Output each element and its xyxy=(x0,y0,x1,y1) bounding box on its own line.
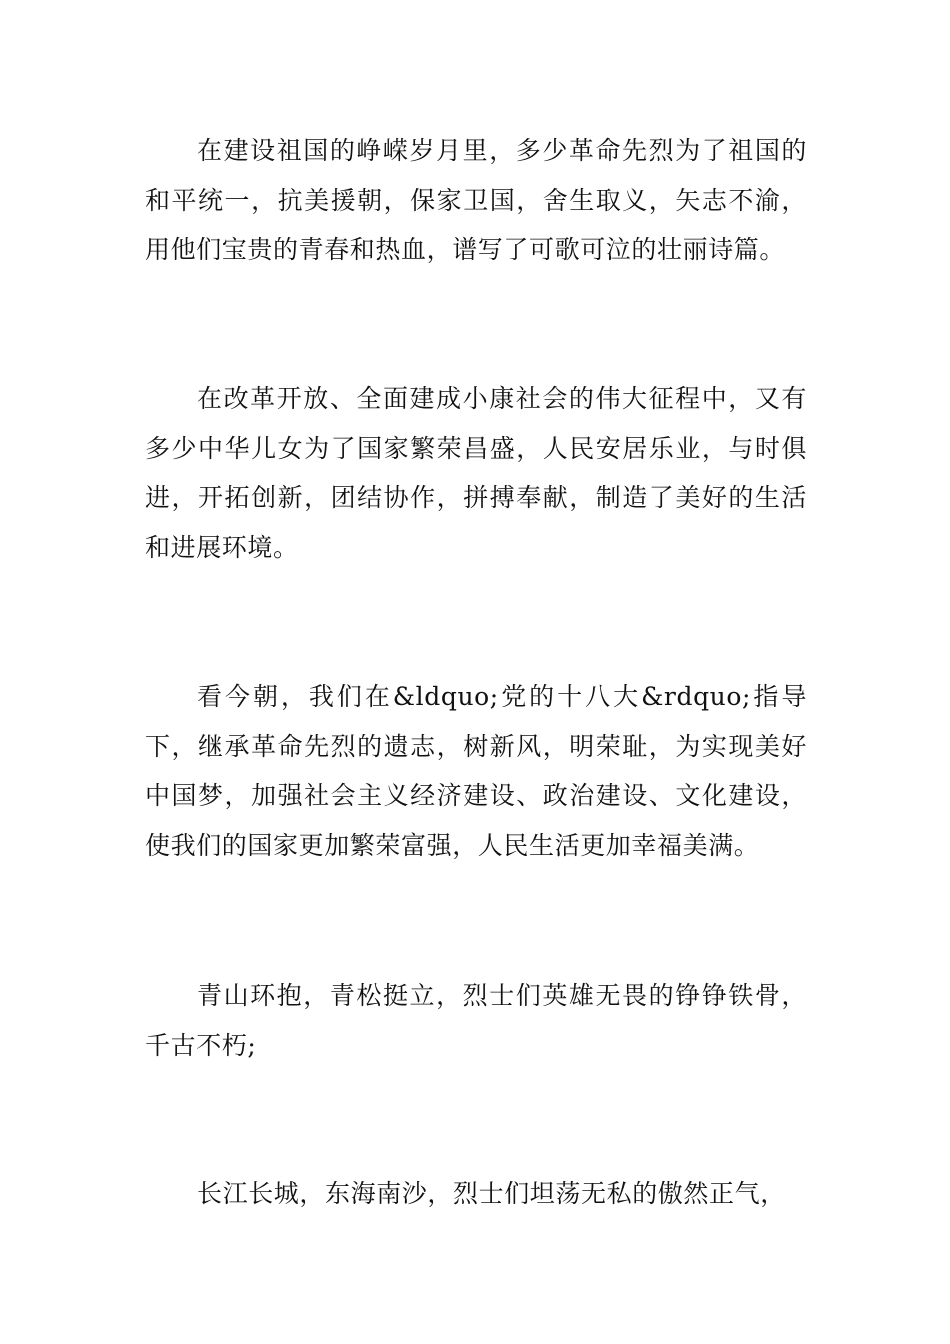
paragraph-4: 青山环抱，青松挺立，烈士们英雄无畏的铮铮铁骨，千古不朽; xyxy=(145,981,807,1060)
paragraph-1: 在建设祖国的峥嵘岁月里，多少革命先烈为了祖国的和平统一，抗美援朝，保家卫国，舍生取义，矢志不渝，用他们宝贵的青春和热血，谱写了可歌可泣的壮丽诗篇。 xyxy=(145,136,807,264)
paragraph-2: 在改革开放、全面建成小康社会的伟大征程中，又有多少中华儿女为了国家繁荣昌盛，人民安居乐业，与时俱进，开拓创新，团结协作，拼搏奉献，制造了美好的生活和进展环境。 xyxy=(145,384,807,562)
paragraph-3: 看今朝，我们在&ldquo;党的十八大&rdquo;指导下，继承革命先烈的遗志，树新风，明荣耻，为实现美好中国梦，加强社会主义经济建设、政治建设、文化建设，使我们的国家更加繁荣富强，人民生活更加幸福美满。 xyxy=(145,682,807,860)
paragraph-5: 长江长城，东海南沙，烈士们坦荡无私的傲然正气， xyxy=(197,1179,786,1208)
